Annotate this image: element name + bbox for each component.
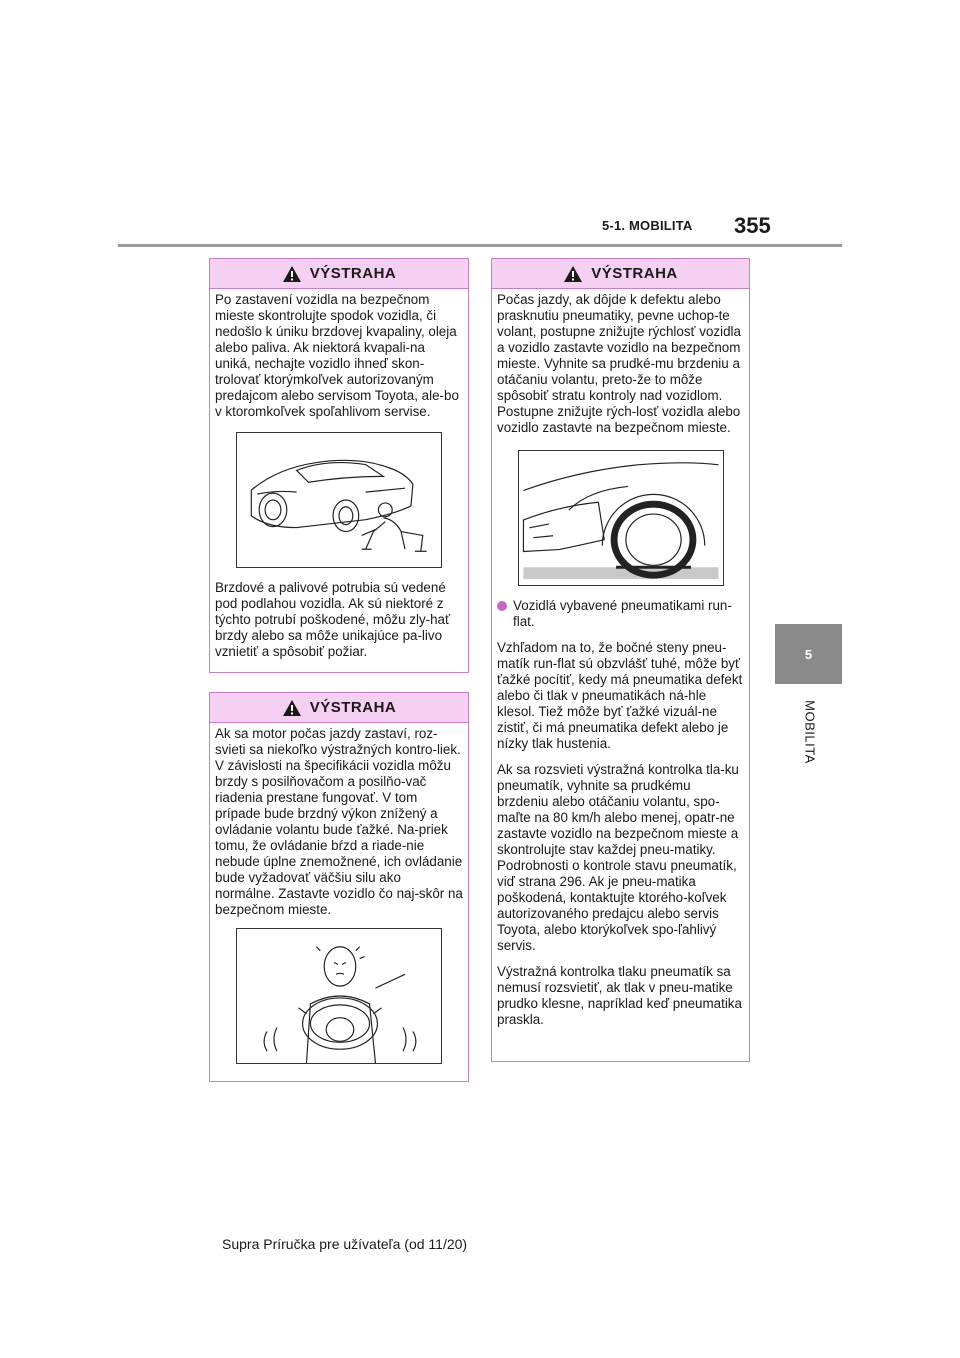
warning-triangle-icon — [282, 265, 302, 283]
warning-text: Vzhľadom na to, že bočné steny pneu-matík run-flat sú obzvlášť tuhé, môže byť ťažké pocítiť, kedy má pneumatika defekt alebo či tlak v pneumatikách ná-hle klesol. Tiež môže byť ťažké vizuál-ne zistiť, či má pneumatika defekt alebo je nízky tlak hustenia. — [497, 640, 743, 751]
chapter-label-text: MOBILITA — [802, 700, 818, 764]
warning-header — [210, 259, 468, 289]
footer-manual-title: Supra Príručka pre užívateľa (od 11/20) — [222, 1236, 468, 1252]
illustration-driver-steering — [236, 928, 442, 1064]
bullet-icon — [497, 601, 507, 611]
bullet-text: Vozidlá vybavené pneumatikami run-flat. — [513, 598, 732, 629]
chapter-tab[interactable] — [775, 624, 842, 684]
warning-header — [492, 259, 749, 289]
warning-title: VÝSTRAHA — [309, 265, 397, 282]
bullet-item — [497, 598, 744, 630]
warning-text: Po zastavení vozidla na bezpečnom mieste skontrolujte spodok vozidla, či nedošlo k úniku brzdovej kvapaliny, oleja alebo paliva. Ak niektorá kvapali-na uniká, nechajte vozidlo ihneď skon-trolovať ktorýmkoľvek autorizovaným predajcom alebo servisom Toyota, ale-bo v ktoromkoľvek spoľahlivom servise. — [215, 292, 459, 419]
warning-text: Ak sa motor počas jazdy zastaví, roz-svieti sa niekoľko výstražných kontro-liek. V závislosti na špecifikácii vozidla môžu brzdy s posilňovačom a posilňo-vač riadenia prestane fungovať. V tom prípade bude brzdný výkon znížený a ovládanie volantu bude ťažké. Na-priek tomu, že ovládanie bŕzd a riade-nie nebude úplne znemožnené, ich ovládanie bude vyžadovať väčšiu silu ako normálne. Zastavte vozidlo čo naj-skôr na bezpečnom mieste. — [215, 726, 463, 917]
warning-triangle-icon — [563, 265, 583, 283]
warning-text: Brzdové a palivové potrubia sú vedené pod podlahou vozidla. Ak sú niektoré z týchto potrubí poškodené, môžu zly-hať brzdy alebo sa môže unikajúce pa-livo vznietiť a spôsobiť požiar. — [215, 580, 451, 659]
warning-text: Výstražná kontrolka tlaku pneumatík sa nemusí rozsvietiť, ak tlak v pneu-matike prudko klesne, napríklad keď pneumatika praskla. — [497, 964, 742, 1027]
warning-box-engine-stall — [209, 692, 469, 1082]
warning-text: Počas jazdy, ak dôjde k defektu alebo prasknutiu pneumatiky, pevne uchop-te volant, postupne znižujte rýchlosť vozidla a vozidlo zastavte vozidlo na bezpečnom mieste. Vyhnite sa prudké-mu brzdeniu a otáčaniu volantu, preto-že to môže spôsobiť stratu kontroly nad vozidlom. Postupne znižujte rých-losť vozidla alebo vozidlo zastavte na bezpečnom mieste. — [497, 292, 741, 435]
header-divider — [118, 244, 842, 247]
warning-header — [210, 693, 468, 723]
warning-triangle-icon — [282, 699, 302, 717]
warning-box-flat-tire — [491, 258, 750, 1062]
illustration-underbody-check — [236, 432, 442, 568]
chapter-number: 5 — [804, 646, 813, 662]
chapter-label — [800, 692, 820, 772]
warning-text: Ak sa rozsvieti výstražná kontrolka tla-ku pneumatík, vyhnite sa prudkému brzdeniu alebo otáčaniu volantu, spo-maľte na 80 km/h alebo menej, opatr-ne zastavte vozidlo na bezpečnom mieste a skontrolujte stav každej pneu-matiky. Podrobnosti o kontrole stavu pneumatík, viď strana 296. Ak je pneu-matika poškodená, kontaktujte ktorého-koľvek autorizovaného predajcu alebo servis Toyota, alebo ktorýkoľvek spo-ľahlivý servis. — [497, 762, 739, 953]
section-title: 5-1. MOBILITA — [602, 218, 693, 233]
warning-box-underbody — [209, 258, 469, 673]
page-number: 355 — [734, 213, 771, 238]
warning-title: VÝSTRAHA — [309, 699, 397, 716]
illustration-flat-tire — [518, 450, 724, 586]
warning-title: VÝSTRAHA — [591, 265, 678, 282]
